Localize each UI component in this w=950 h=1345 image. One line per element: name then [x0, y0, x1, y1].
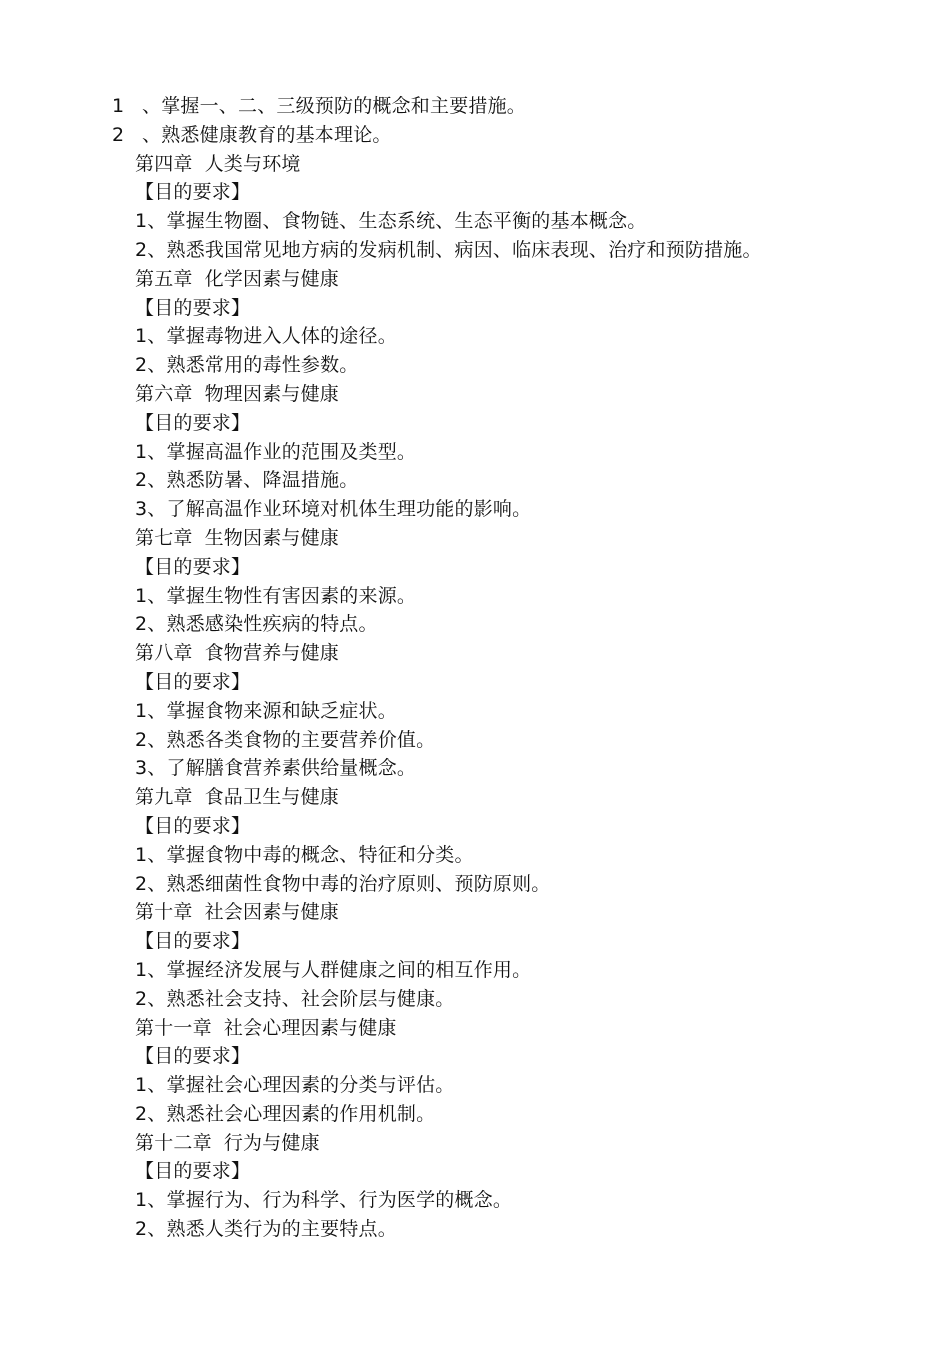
requirement-item: 2、熟悉我国常见地方病的发病机制、病因、临床表现、治疗和预防措施。: [135, 238, 762, 261]
section-heading: 【目的要求】: [135, 1160, 251, 1183]
chapter-title: [0, 1129, 950, 1158]
chapter-number: 第八章: [135, 642, 193, 665]
requirement-item: 2、熟悉社会支持、社会阶层与健康。: [135, 987, 455, 1010]
chapter-name: 食物营养与健康: [204, 642, 340, 665]
document-page: [0, 92, 950, 1244]
chapter-title: [0, 524, 950, 553]
chapter-name: 生物因素与健康: [204, 526, 340, 549]
section-heading: 【目的要求】: [135, 1045, 251, 1068]
section-heading: 【目的要求】: [135, 181, 251, 204]
requirement-item: 2、熟悉感染性疾病的特点。: [135, 613, 378, 636]
section-heading: 【目的要求】: [135, 670, 251, 693]
requirement-item: 1、掌握生物性有害因素的来源。: [135, 584, 417, 607]
section-heading: 【目的要求】: [135, 555, 251, 578]
chapter-name: 行为与健康: [223, 1131, 320, 1154]
requirement-item: 1、掌握高温作业的范围及类型。: [135, 440, 417, 463]
requirement-item: 2、熟悉各类食物的主要营养价值。: [135, 728, 436, 751]
intro-item-number: 1: [112, 95, 125, 117]
intro-item-number: 2: [112, 123, 125, 146]
requirement-item: 1、掌握生物圈、食物链、生态系统、生态平衡的基本概念。: [135, 210, 647, 233]
chapter-number: 第四章: [135, 152, 193, 175]
chapter-number: 第六章: [135, 382, 193, 405]
section-heading: 【目的要求】: [135, 296, 251, 319]
chapter-list: [0, 150, 950, 1244]
requirement-item: 2、熟悉人类行为的主要特点。: [135, 1218, 397, 1241]
requirement-item: 3、了解高温作业环境对机体生理功能的影响。: [135, 498, 532, 521]
chapter-number: 第五章: [135, 267, 193, 290]
requirement-item: 1、掌握行为、行为科学、行为医学的概念。: [135, 1189, 513, 1212]
requirement-item: 1、掌握食物来源和缺乏症状。: [135, 699, 397, 722]
section-heading: 【目的要求】: [135, 930, 251, 953]
chapter-title: [0, 783, 950, 812]
chapter-name: 食品卫生与健康: [204, 786, 340, 809]
chapter-title: [0, 639, 950, 668]
intro-item-text: 、熟悉健康教育的基本理论。: [142, 123, 392, 146]
intro-item-text: 、掌握一、二、三级预防的概念和主要措施。: [142, 95, 527, 117]
requirement-item: 2、熟悉防暑、降温措施。: [135, 469, 359, 492]
section-heading: 【目的要求】: [135, 814, 251, 837]
requirement-item: 2、熟悉常用的毒性参数。: [135, 354, 359, 377]
chapter-number: 第十章: [135, 901, 193, 924]
section-heading: 【目的要求】: [135, 411, 251, 434]
chapter-name: 人类与环境: [204, 152, 301, 175]
requirement-item: 2、熟悉细菌性食物中毒的治疗原则、预防原则。: [135, 872, 551, 895]
chapter-name: 化学因素与健康: [204, 267, 340, 290]
chapter-title: [0, 380, 950, 409]
chapter-name: 社会因素与健康: [204, 901, 340, 924]
intro-item: [0, 92, 950, 121]
chapter-number: 第七章: [135, 526, 193, 549]
chapter-name: 社会心理因素与健康: [223, 1016, 397, 1039]
chapter-number: 第九章: [135, 786, 193, 809]
chapter-name: 物理因素与健康: [204, 382, 340, 405]
requirement-item: 1、掌握经济发展与人群健康之间的相互作用。: [135, 958, 532, 981]
intro-item: [0, 121, 950, 150]
requirement-item: 1、掌握毒物进入人体的途径。: [135, 325, 397, 348]
chapter-title: [0, 898, 950, 927]
chapter-number: 第十二章: [135, 1131, 212, 1154]
chapter-title: [0, 150, 950, 179]
chapter-title: [0, 1014, 950, 1043]
chapter-title: [0, 265, 950, 294]
requirement-item: 1、掌握食物中毒的概念、特征和分类。: [135, 843, 474, 866]
requirement-item: 2、熟悉社会心理因素的作用机制。: [135, 1102, 436, 1125]
requirement-item: 1、掌握社会心理因素的分类与评估。: [135, 1074, 455, 1097]
requirement-item: 3、了解膳食营养素供给量概念。: [135, 757, 417, 780]
chapter-number: 第十一章: [135, 1016, 212, 1039]
